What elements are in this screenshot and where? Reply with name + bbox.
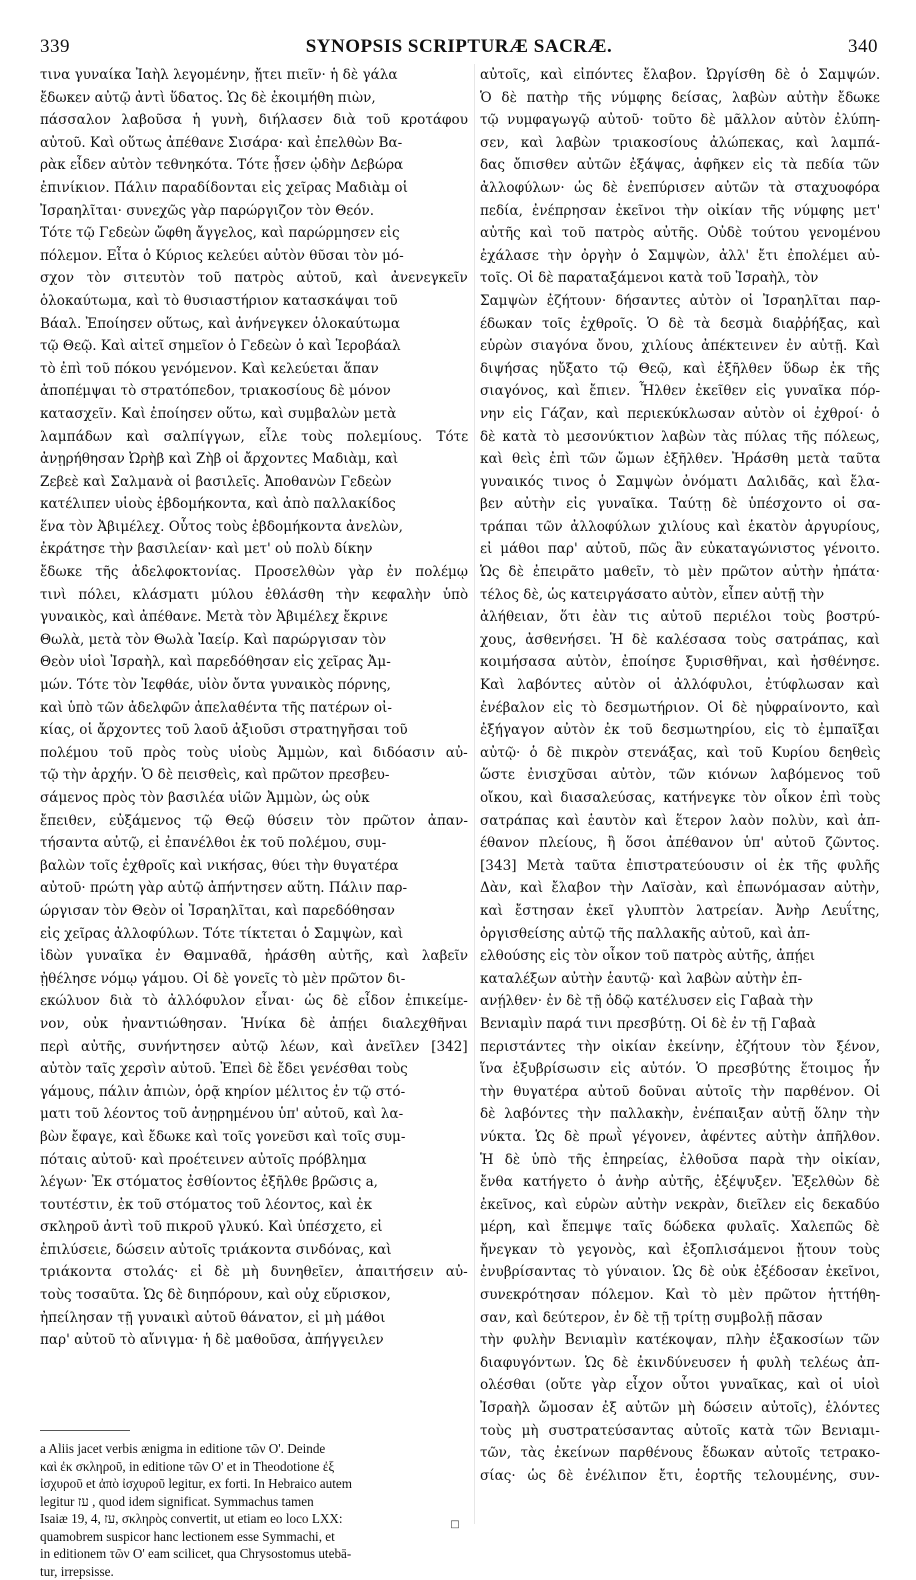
text-line: κίας, οἱ ἄρχοντες τοῦ λαοῦ ἀξιοῦσι στρατηγῆσαι τοῦ — [40, 719, 468, 742]
text-line: τέλος δὲ, ὡς κατειργάσατο αὐτὸν, εἶπεν αὐτῇ τὴν — [480, 584, 880, 607]
text-line: αὐτῆς καὶ τοῦ πατρὸς αὐτῆς. Οὐδὲ τούτου γενομένου — [480, 222, 880, 245]
footnote-line: ἰσχυροῦ et ἀπὸ ἰσχυροῦ legitur, ex forti. In Hebraico autem — [40, 1475, 468, 1493]
text-line: οἴκου, καὶ διασαλεύσας, κατήνεγκε τὸν οἶκον ἐπὶ τοὺς — [480, 787, 880, 810]
text-line: ἤνεγκαν τὸ γεγονὸς, καὶ ἐξοπλισάμενοι ᾔτουν τοὺς — [480, 1239, 880, 1262]
text-line: περὶ αὐτῆς, συνήντησεν αὐτῷ λέων, καὶ ἀνεῖλεν [342] — [40, 1036, 468, 1059]
text-line: Τότε τῷ Γεδεὼν ὤφθη ἄγγελος, καὶ παρώρμησεν εἰς — [40, 222, 468, 245]
text-line: ἀνῃρήθησαν Ὠρὴβ καὶ Ζὴβ οἱ ἄρχοντες Μαδιὰμ, καὶ — [40, 448, 468, 471]
text-line: τινα γυναίκα Ἰαὴλ λεγομένην, ᾔτει πιεῖν· ἡ δὲ γάλα — [40, 64, 468, 87]
text-line: σκληροῦ ἀντὶ τοῦ πικροῦ γλυκύ. Καὶ ὑπέσχετο, εἰ — [40, 1216, 468, 1239]
text-line: μέρη, καὶ ἔπεμψε ταῖς δώδεκα φυλαῖς. Χαλεπῶς δὲ — [480, 1216, 880, 1239]
running-title: SYNOPSIS SCRIPTURÆ SACRÆ. — [40, 36, 878, 58]
text-line: ἀποπέμψαι τὸ στρατόπεδον, τριακοσίους δὲ μόνον — [40, 380, 468, 403]
text-line: χους, ἀσθενήσει. Ἡ δὲ καλέσασα τοὺς σατράπας, καὶ — [480, 629, 880, 652]
text-line: Θεὸν υἱοὶ Ἰσραὴλ, καὶ παρεδόθησαν εἰς χεῖρας Ἀμ- — [40, 651, 468, 674]
text-line: ἐπιλύσειε, δώσειν αὐτοῖς τριάκοντα σινδόνας, καὶ — [40, 1239, 468, 1262]
page-number-left: 339 — [40, 36, 70, 58]
page-number-right: 340 — [848, 36, 878, 58]
text-line: σχον τὸν σιτευτὸν τοῦ πατρὸς αὐτοῦ, καὶ ἀνενεγκεῖν — [40, 267, 468, 290]
text-line: εἰς χεῖρας ἀλλοφύλων. Τότε τίκτεται ὁ Σαμψὼν, καὶ — [40, 923, 468, 946]
text-line: σιαγόνος, καὶ ἔπιεν. Ἦλθεν ἐκεῖθεν εἰς γυναῖκα πόρ- — [480, 380, 880, 403]
text-line: νην εἰς Γάζαν, καὶ περιεκύκλωσαν αὐτὸν οἱ ἐχθροί· ὁ — [480, 403, 880, 426]
text-line: Βάαλ. Ἐποίησεν οὕτως, καὶ ἀνήνεγκεν ὁλοκαύτωμα — [40, 313, 468, 336]
text-column-right — [480, 64, 880, 1524]
text-line: τὴν θυγατέρα αὐτοῦ δοῦναι αὐτοῖς τὴν παρθένον. Οἱ — [480, 1081, 880, 1104]
text-line: Ὁ δὲ πατὴρ τῆς νύμφης δείσας, λαβὼν αὐτὴν ἔδωκε — [480, 87, 880, 110]
text-line: Δὰν, καὶ ἔλαβον τὴν Λαϊσὰν, καὶ ἐπωνόμασαν αὐτὴν, — [480, 877, 880, 900]
text-line: ὥστε ἐνισχῦσαι αὐτὸν, τῶν κιόνων λαβόμενος τοῦ — [480, 764, 880, 787]
text-line: εκώλυον διὰ τὸ ἀλλόφυλον εἶναι· ὡς δὲ εἶδον ἐπικείμε- — [40, 990, 468, 1013]
text-line: εὑρὼν σιαγόνα ὄνου, χιλίους ἀπέκτεινεν ἐν αὐτῇ. Καὶ — [480, 335, 880, 358]
text-line: ρὰκ εἶδεν αὐτὸν τεθνηκότα. Τότε ᾖσεν ᾠδὴν Δεβώρα — [40, 154, 468, 177]
text-line: Ἰσραηλῖται· συνεχῶς γὰρ παρώργιζον τὸν Θεόν. — [40, 200, 468, 223]
text-line: έθανον πλείους, ἢ ὅσοι ἀπέθανον ὑπ' αὐτοῦ ζῶντος. — [480, 832, 880, 855]
text-line: καὶ ἔστησαν ἐκεῖ γλυπτὸν λατρείαν. Ἀνὴρ Λευΐτης, — [480, 900, 880, 923]
text-line: ἔνθα κατήγετο ὁ ἀνὴρ αὐτῆς, ἐξέψυξεν. Ἐξελθὼν δὲ — [480, 1171, 880, 1194]
text-line: βαλὼν τοῖς ἐχθροῖς καὶ νικήσας, θύει τὴν θυγατέρα — [40, 855, 468, 878]
text-line: κοιμήσασα αὐτὸν, ἐποίησε ξυρισθῆναι, καὶ ἠσθένησε. — [480, 651, 880, 674]
text-line: ώργισαν τὸν Θεὸν οἱ Ἰσραηλῖται, καὶ παρεδόθησαν — [40, 900, 468, 923]
text-line: ἐχάλασε τὴν ὀργὴν ὁ Σαμψὼν, ἀλλ' ἔτι ἐπολέμει αὐ- — [480, 245, 880, 268]
text-line: βεν αὐτὴν εἰς γυναῖκα. Ταύτῃ δὲ ὑπέσχοντο οἱ σα- — [480, 493, 880, 516]
text-line: ἐξήγαγον αὐτὸν ἐκ τοῦ δεσμωτηρίου, εἰς τὸ ἐμπαῖξαι — [480, 719, 880, 742]
text-line: τουτέστιν, ἐκ τοῦ στόματος τοῦ λέοντος, καὶ ἐκ — [40, 1194, 468, 1217]
text-line: νον, οὐκ ἠναντιώθησαν. Ἡνίκα δὲ ἀπῄει διαλεχθῆναι — [40, 1013, 468, 1036]
text-line: καὶ ὑπὸ τῶν ἀδελφῶν ἀπελαθέντα τῆς πατέρων οἰ- — [40, 697, 468, 720]
text-line: τήσαντα αὐτῷ, εἰ ἐπανέλθοι ἐκ τοῦ πολέμου, συμ- — [40, 832, 468, 855]
text-line: σεν, καὶ λαβὼν τριακοσίους ἀλώπεκας, καὶ λαμπά- — [480, 132, 880, 155]
footnote-rule — [40, 1430, 130, 1431]
text-line: πάσσαλον λαβοῦσα ἡ γυνὴ, διήλασεν διὰ τοῦ κροτάφου — [40, 109, 468, 132]
footnote-line: καὶ ἐκ σκληροῦ, in editione τῶν Ο' et in Theodotione ἐξ — [40, 1458, 468, 1476]
footnotes — [40, 1440, 468, 1580]
text-line: γυναικὸς, καὶ ἀπέθανε. Μετὰ τὸν Ἀβιμέλεχ ἔκρινε — [40, 606, 468, 629]
text-line: γυναικός τινος ὁ Σαμψὼν ὀνόματι Δαλιδᾶς, καὶ ἔλα- — [480, 471, 880, 494]
text-line: κατέλιπεν υἱοὺς ἑβδομήκοντα, καὶ ἀπὸ παλλακίδος — [40, 493, 468, 516]
text-line: ἰδὼν γυναῖκα ἐν Θαμναθᾶ, ἠράσθη αὐτῆς, καὶ λαβεῖν — [40, 945, 468, 968]
text-line: Θωλὰ, μετὰ τὸν Θωλὰ Ἰαείρ. Καὶ παρώργισαν τὸν — [40, 629, 468, 652]
text-line: τῷ Θεῷ. Καὶ αἰτεῖ σημεῖον ὁ Γεδεὼν ὁ καὶ Ἱεροβάαλ — [40, 335, 468, 358]
text-line: ματι τοῦ λέοντος τοῦ ἀνῃρημένου ὑπ' αὐτοῦ, καὶ λα- — [40, 1103, 468, 1126]
text-line: πόλεμον. Εἶτα ὁ Κύριος κελεύει αὐτὸν θῦσαι τὸν μό- — [40, 245, 468, 268]
text-line: ἠπείλησαν τῇ γυναικὶ αὐτοῦ θάνατον, εἰ μὴ μάθοι — [40, 1307, 468, 1330]
text-line: καταλέξων αὐτὴν ἑαυτῷ· καὶ λαβὼν αὐτὴν ἐπ- — [480, 968, 880, 991]
text-line: Ἰσραὴλ ὤμοσαν ἐξ αὐτῶν μὴ δώσειν αὐτοῖς), ἑλόντες — [480, 1397, 880, 1420]
text-line: σάμενος πρὸς τὸν βασιλέα υἱῶν Ἀμμὼν, ὡς οὐκ — [40, 787, 468, 810]
text-line: ελθούσης εἰς τὸν οἶκον τοῦ πατρὸς αὐτῆς, ἀπῄει — [480, 945, 880, 968]
text-line: αὐτῷ· ὁ δὲ πικρὸν στενάξας, καὶ τοῦ Κυρίου δεηθεὶς — [480, 742, 880, 765]
text-line: σίας· ὡς δὲ ἐνέλιπον ἔτι, ἑορτῆς τελουμένης, συν- — [480, 1465, 880, 1488]
text-line: ὀργισθείσης αὐτῷ τῆς παλλακῆς αὐτοῦ, καὶ ἀπ- — [480, 923, 880, 946]
text-line: ἀλήθειαν, ὅτι ἐὰν τις αὐτοῦ περιέλοι τοὺς βοστρύ- — [480, 606, 880, 629]
text-line: Ἡ δὲ ὑπὸ τῆς ἐπηρείας, ἐλθοῦσα παρὰ τὴν οἰκίαν, — [480, 1149, 880, 1172]
text-line: σαν, καὶ δεύτερον, ἐν δὲ τῇ τρίτῃ συμβολῇ πᾶσαν — [480, 1307, 880, 1330]
text-line: Βενιαμὶν παρά τινι πρεσβύτῃ. Οἱ δὲ ἐν τῇ Γαβαὰ — [480, 1013, 880, 1036]
text-line: ἐκράτησε τὴν βασιλείαν· καὶ μετ' οὐ πολὺ δίκην — [40, 538, 468, 561]
text-line: τοὺς μὴ συστρατεύσαντας αὐτοῖς κατὰ τῶν Βενιαμι- — [480, 1420, 880, 1443]
text-column-left — [40, 64, 468, 1446]
text-line: μών. Τότε τὸν Ἰεφθάε, υἱὸν ὄντα γυναικὸς πόρνης, — [40, 674, 468, 697]
footnote-line: quamobrem suspicor hanc lectionem esse Symmachi, et — [40, 1528, 468, 1546]
text-line: δὲ λαβόντες τὴν παλλακὴν, ἐνέπαιξαν αὐτῇ ὅλην τὴν — [480, 1103, 880, 1126]
text-line: ἐκεῖνος, καὶ εὑρὼν αὐτὴν νεκρὰν, διεῖλεν εἰς δεκαδύο — [480, 1194, 880, 1217]
column-divider — [474, 64, 475, 1524]
text-line: πολέμου τοῦ πρὸς τοὺς υἱοὺς Ἀμμὼν, καὶ διδόασιν αὐ- — [40, 742, 468, 765]
text-line: ἵνα ἐξυβρίσωσιν εἰς αὐτόν. Ὁ πρεσβύτης ἕτοιμος ἦν — [480, 1058, 880, 1081]
text-line: τῷ τὴν ἀρχήν. Ὁ δὲ πεισθεὶς, καὶ πρῶτον πρεσβευ- — [40, 764, 468, 787]
text-line: ἔπειθεν, εὐξάμενος τῷ Θεῷ θύσειν τὸν πρῶτον ἀπαν- — [40, 810, 468, 833]
text-line: δὲ κατὰ τὸ μεσονύκτιον λαβὼν τὰς πύλας τῆς πόλεως, — [480, 426, 880, 449]
text-line: εἰ μάθοι παρ' αὐτοῦ, πῶς ἂν εὐκαταγώνιστος γένοιτο. — [480, 538, 880, 561]
text-line: βὼν ἔφαγε, καὶ ἔδωκε καὶ τοῖς γονεῦσι καὶ τοῖς συμ- — [40, 1126, 468, 1149]
text-line: δας ὄπισθεν αὐτῶν ἐξάψας, ἀφῆκεν εἰς τὰ πεδία τῶν — [480, 154, 880, 177]
footnote-line: tur, irrepsisse. — [40, 1563, 468, 1580]
text-line: διψήσας ηὔξατο τῷ Θεῷ, καὶ ἐξῆλθεν ὕδωρ ἐκ τῆς — [480, 358, 880, 381]
text-line: συνεκρότησαν πόλεμον. Καὶ τὸ μὲν πρῶτον ἡττήθη- — [480, 1284, 880, 1307]
text-line: τοῖς. Οἱ δὲ παραταξάμενοι κατὰ τοῦ Ἰσραὴλ, τὸν — [480, 267, 880, 290]
text-line: τὸ ἐπὶ τοῦ πόκου γενόμενον. Καὶ κελεύεται ἅπαν — [40, 358, 468, 381]
bottom-mark: □ — [448, 1520, 462, 1530]
footnote-line: legitur עז , quod idem significat. Symmachus tamen — [40, 1493, 468, 1511]
text-line: αὐτοῦ· πρώτη γὰρ αὐτῷ ἀπήντησεν αὕτη. Πάλιν παρ- — [40, 877, 468, 900]
text-line: ἔδωκε τῆς ἀδελφοκτονίας. Προσελθὼν γὰρ ἐν πολέμῳ — [40, 561, 468, 584]
text-line: ἐνέβαλον εἰς τὸ δεσμωτήριον. Οἱ δὲ ηὐφραίνοντο, καὶ — [480, 697, 880, 720]
text-line: νύκτα. Ὡς δὲ πρωῒ γέγονεν, ἀφέντες αὐτὴν ἀπῆλθον. — [480, 1126, 880, 1149]
text-line: παρ' αὐτοῦ τὸ αἴνιγμα· ἡ δὲ μαθοῦσα, ἀπήγγειλεν — [40, 1329, 468, 1352]
text-line: τῷ νυμφαγωγῷ αὐτοῦ· τοῦτο δὲ μᾶλλον αὐτὸν ἐλύπη- — [480, 109, 880, 132]
text-line: Σαμψὼν ἐζήτουν· δήσαντες αὐτὸν οἱ Ἰσραηλῖται παρ- — [480, 290, 880, 313]
text-line: λαμπάδων καὶ σαλπίγγων, εἷλε τοὺς πολεμίους. Τότε — [40, 426, 468, 449]
text-line: τὴν φυλὴν Βενιαμὶν κατέκοψαν, πλὴν ἑξακοσίων τῶν — [480, 1329, 880, 1352]
text-line: ἐνυβρίσαντας τὸ γύναιον. Ὡς δὲ οὐκ ἐξέδοσαν ἐκεῖνοι, — [480, 1261, 880, 1284]
text-line: τράπαι τῶν ἀλλοφύλων χιλίους καὶ ἑκατὸν ἀργυρίους, — [480, 516, 880, 539]
footnote-line: a Aliis jacet verbis ænigma in editione τῶν Ο'. Deinde — [40, 1440, 468, 1458]
text-line: αὐτοῖς, καὶ εἰπόντες ἔλαβον. Ὠργίσθη δὲ ὁ Σαμψών. — [480, 64, 880, 87]
text-line: γάμους, πάλιν ἀπιὼν, ὁρᾷ κηρίον μέλιτος ἐν τῷ στό- — [40, 1081, 468, 1104]
text-line: τοὺς τοσαῦτα. Ὡς δὲ διηπόρουν, καὶ οὐχ εὕρισκον, — [40, 1284, 468, 1307]
text-line: διαφυγόντων. Ὡς δὲ ἐκινδύνευσεν ἡ φυλὴ τελέως ἀπ- — [480, 1352, 880, 1375]
text-line: τῶν, τὰς ἐκείνων παρθένους ἔδωκαν αὐτοῖς τετρακο- — [480, 1442, 880, 1465]
text-line: Καὶ λαβόντες αὐτὸν οἱ ἀλλόφυλοι, ἐτύφλωσαν καὶ — [480, 674, 880, 697]
text-line: τριάκοντα στολάς· εἰ δὲ μὴ δυνηθεῖεν, ἀπαιτήσειν αὐ- — [40, 1261, 468, 1284]
text-line: ἀλλοφύλων· ὡς δὲ ἐνεπύρισεν αὐτῶν τὰ σταχυοφόρα — [480, 177, 880, 200]
text-line: κατασχεῖν. Καὶ ἐποίησεν οὕτω, καὶ συμβαλὼν μετὰ — [40, 403, 468, 426]
footnote-line: in editionem τῶν Ο' eam scilicet, qua Chrysostomus utebā- — [40, 1545, 468, 1563]
text-line: ανῄλθεν· ἐν δὲ τῇ ὁδῷ κατέλυσεν εἰς Γαβαὰ τὴν — [480, 990, 880, 1013]
text-line: αὐτοῦ. Καὶ οὕτως ἀπέθανε Σισάρα· καὶ ἐπελθὼν Βα- — [40, 132, 468, 155]
text-line: αὐτὸν ταῖς χερσὶν αὐτοῦ. Ἐπεὶ δὲ ἔδει γενέσθαι τοὺς — [40, 1058, 468, 1081]
text-line: ολέσθαι (οὔτε γὰρ εἶχον οὗτοι γυναῖκας, καὶ οἱ υἱοὶ — [480, 1374, 880, 1397]
text-line: καὶ θεὶς ἐπὶ τῶν ὤμων ἐξῆλθεν. Ἠράσθη μετὰ ταῦτα — [480, 448, 880, 471]
text-line: Ὡς δὲ ἐπειρᾶτο μαθεῖν, τὸ μὲν πρῶτον αὐτὴν ἠπάτα· — [480, 561, 880, 584]
text-line: ἕνα τὸν Ἀβιμέλεχ. Οὗτος τοὺς ἑβδομήκοντα ἀνελὼν, — [40, 516, 468, 539]
text-line: ᾐθέλησε νόμῳ γάμου. Οἱ δὲ γονεῖς τὸ μὲν πρῶτον δι- — [40, 968, 468, 991]
text-line: έδωκαν τοῖς ἐχθροῖς. Ὁ δὲ τὰ δεσμὰ διαῤῥήξας, καὶ — [480, 313, 880, 336]
text-line: πεδία, ἐνέπρησαν ἐκεῖνοι τὴν οἰκίαν τῆς νύμφης μετ' — [480, 200, 880, 223]
running-header — [40, 36, 878, 60]
text-line: πόταις αὐτοῦ· καὶ προέτεινεν αὐτοῖς πρόβλημα — [40, 1149, 468, 1172]
text-line: ἐπινίκιον. Πάλιν παραδίδονται εἰς χεῖρας Μαδιὰμ οἱ — [40, 177, 468, 200]
text-line: λέγων· Ἐκ στόματος ἐσθίοντος ἐξῆλθε βρῶσις a, — [40, 1171, 468, 1194]
text-line: τινὶ πόλει, κλάσματι μύλου ἐθλάσθη τὴν κεφαλὴν ὑπὸ — [40, 584, 468, 607]
text-line: Ζεβεὲ καὶ Σαλμανὰ οἱ βασιλεῖς. Ἀποθανὼν Γεδεὼν — [40, 471, 468, 494]
text-line: περιστάντες τὴν οἰκίαν ἐκείνην, ἐζήτουν τὸν ξένον, — [480, 1036, 880, 1059]
text-line: σατράπας καὶ ἑαυτὸν καὶ ἕτερον λαὸν πολὺν, καὶ ἀπ- — [480, 810, 880, 833]
text-line: [343] Μετὰ ταῦτα ἐπιστρατεύουσιν οἱ ἐκ τῆς φυλῆς — [480, 855, 880, 878]
text-line: ὁλοκαύτωμα, καὶ τὸ θυσιαστήριον κατασκάψαι τοῦ — [40, 290, 468, 313]
text-line: ἔδωκεν αὐτῷ ἀντὶ ὕδατος. Ὡς δὲ ἐκοιμήθη πιὼν, — [40, 87, 468, 110]
footnote-line: Isaiæ 19, 4, עז, σκληρὸς convertit, ut etiam eo loco LXX: — [40, 1510, 468, 1528]
